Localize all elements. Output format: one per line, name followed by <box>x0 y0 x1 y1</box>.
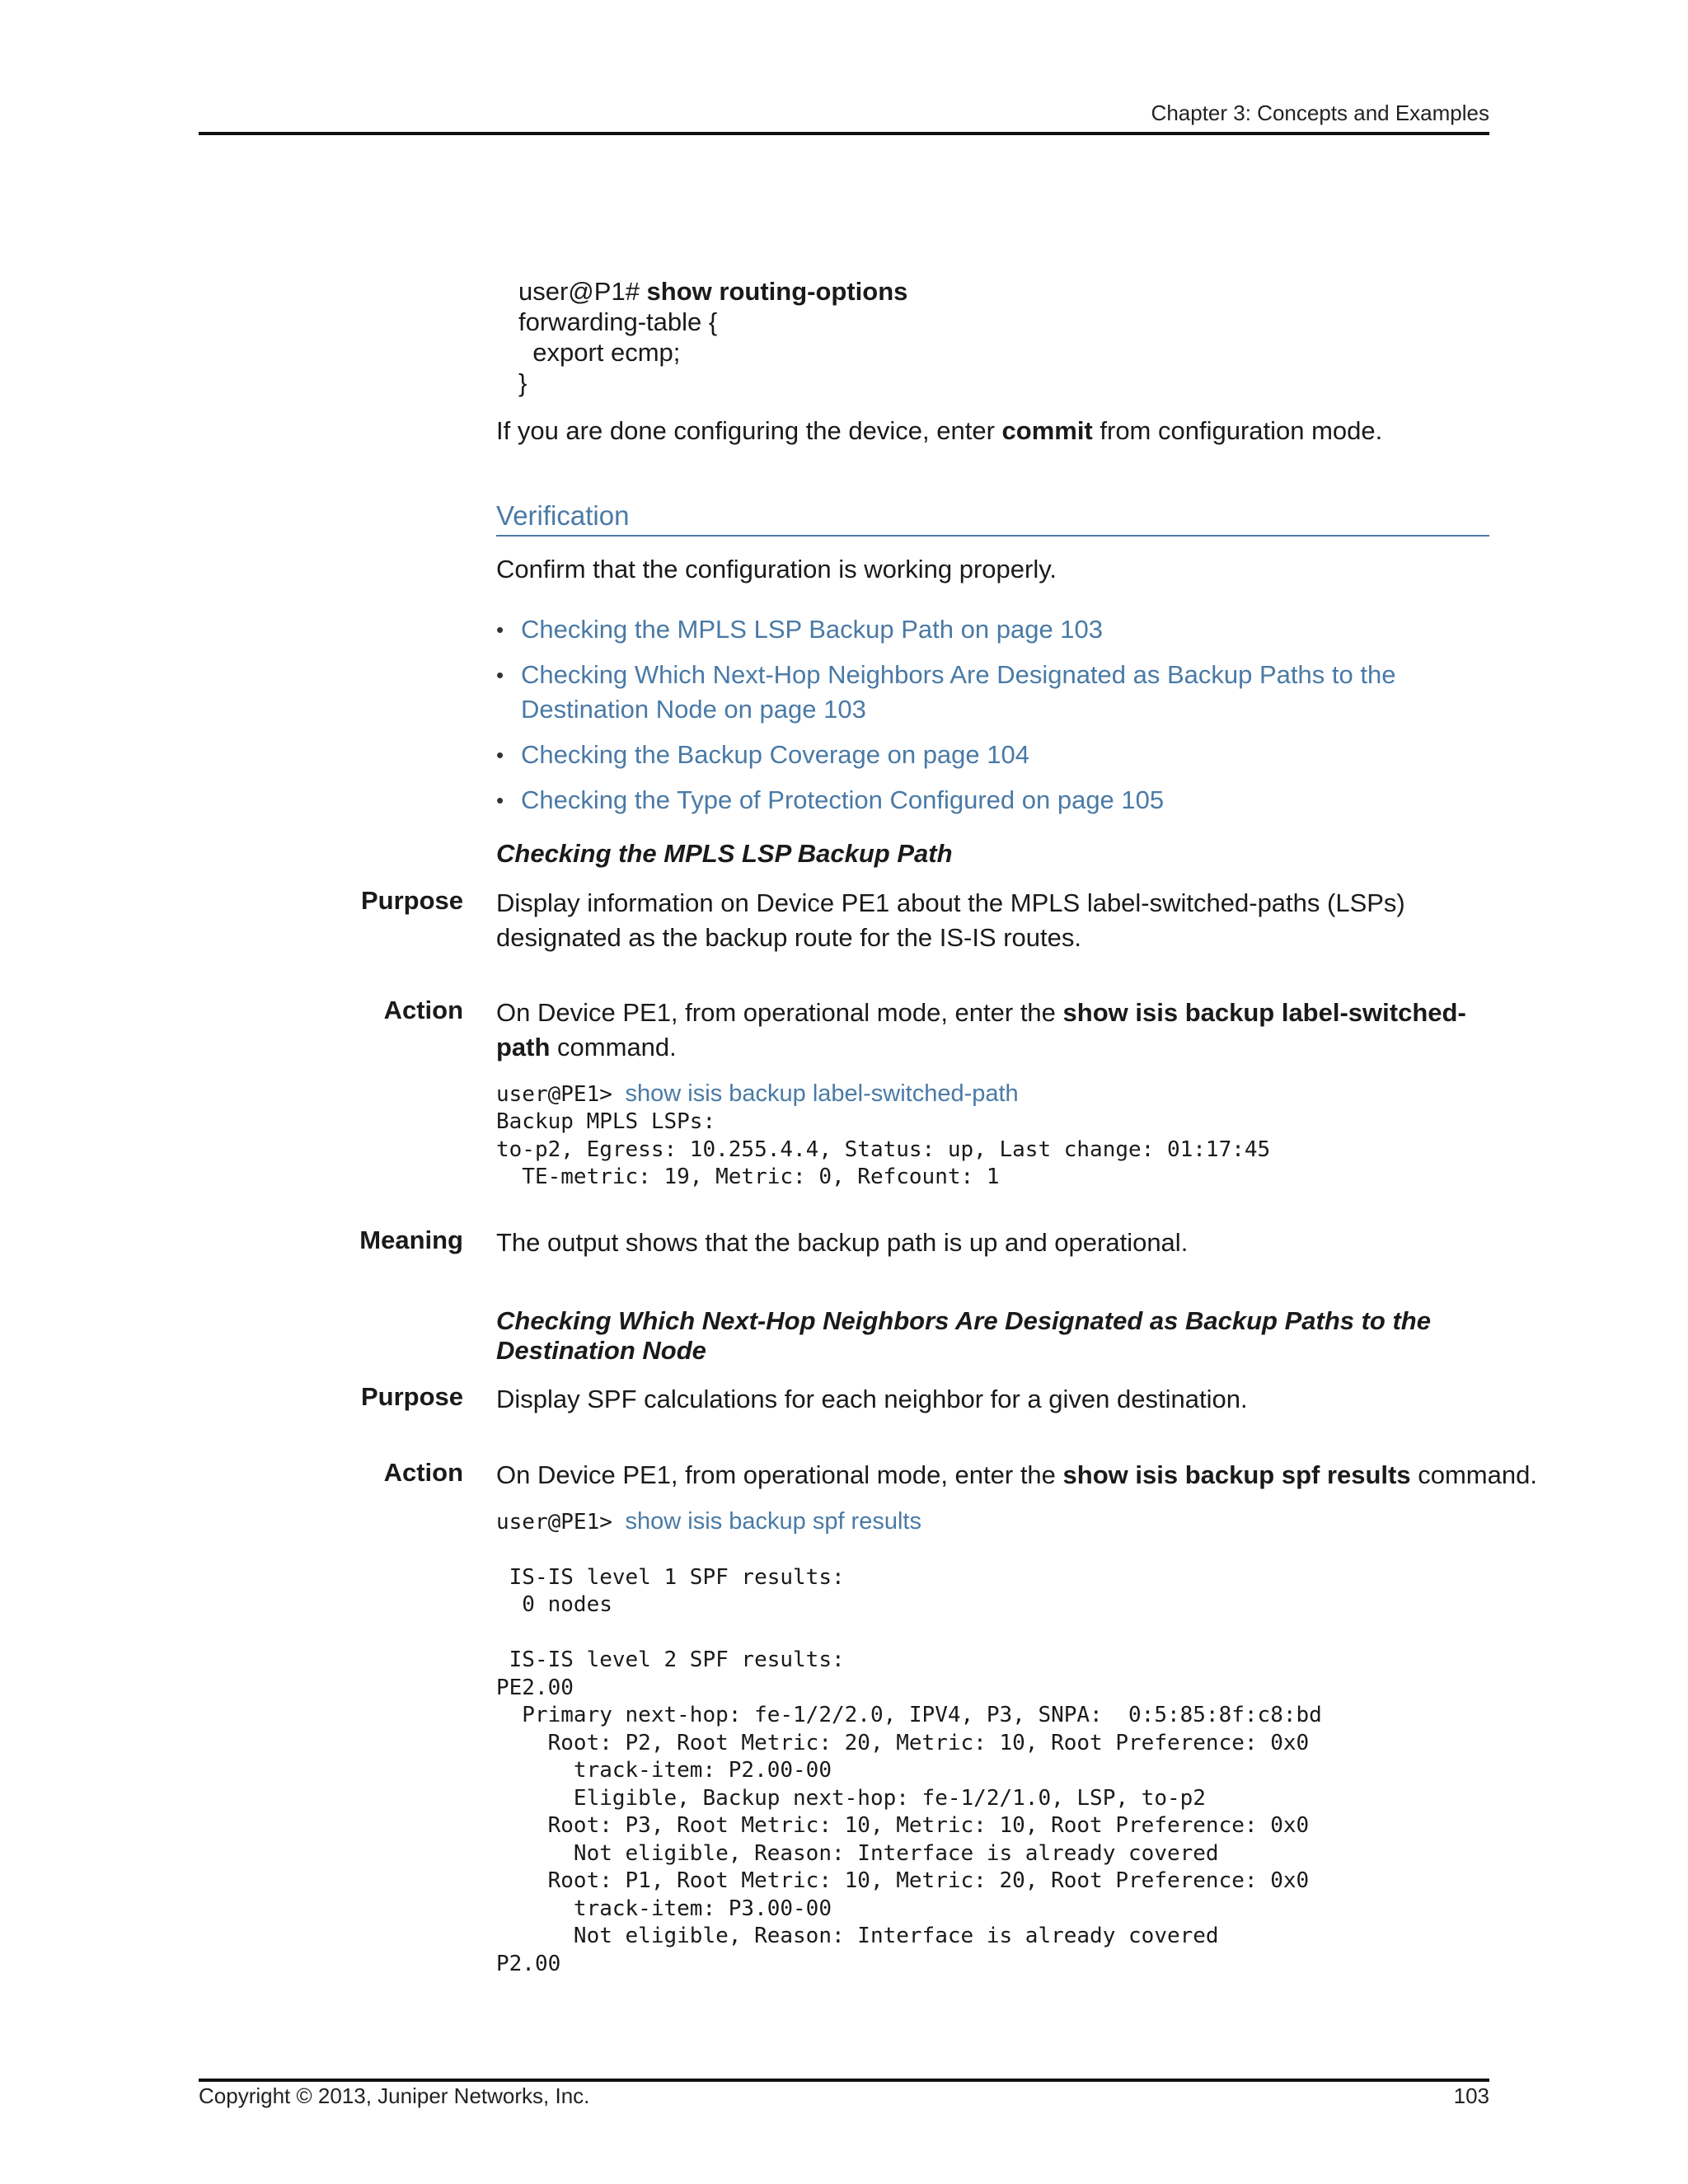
section2-purpose-label: Purpose <box>360 1382 463 1411</box>
verification-link-list <box>496 612 1489 828</box>
section2-command-line <box>496 1508 921 1537</box>
section1-cli-output: Backup MPLS LSPs: to-p2, Egress: 10.255.4.4, Status: up, Last change: 01:17:45 TE-metric: 19, Metric: 0, Refcount: 1 <box>496 1109 1271 1189</box>
footer-copyright: Copyright © 2013, Juniper Networks, Inc. <box>199 2083 590 2108</box>
link-backup-coverage[interactable]: Checking the Backup Coverage on page 104 <box>521 740 1029 769</box>
section1-action-text <box>496 996 1489 1065</box>
config-command: show routing-options <box>646 277 908 306</box>
config-prompt: user@P1# <box>518 277 647 306</box>
config-line: export ecmp; <box>518 338 681 367</box>
commit-keyword: commit <box>1001 416 1093 445</box>
config-line: forwarding-table { <box>518 307 718 336</box>
cli-command: show isis backup spf results <box>625 1508 921 1535</box>
section1-purpose-text: Display information on Device PE1 about the MPLS label-switched-paths (LSPs) designated as the backup route for the IS-IS routes. <box>496 888 1405 952</box>
section2-action-text <box>496 1458 1537 1493</box>
section1-meaning-text: The output shows that the backup path is up and operational. <box>496 1228 1189 1257</box>
page-number: 103 <box>1453 2083 1489 2108</box>
config-line: } <box>518 368 528 397</box>
section2-action-label: Action <box>383 1458 463 1487</box>
action-command: show isis backup label-switched-path <box>496 998 1466 1062</box>
footer-rule <box>199 2079 1489 2082</box>
list-item <box>496 738 1489 772</box>
action-command: show isis backup spf results <box>1062 1460 1411 1489</box>
cli-command: show isis backup label-switched-path <box>625 1080 1019 1107</box>
list-item <box>496 612 1489 647</box>
commit-text: If you are done configuring the device, enter <box>496 416 1002 445</box>
cli-prompt: user@PE1> <box>496 1082 626 1107</box>
verification-intro: Confirm that the configuration is working properly. <box>496 555 1057 583</box>
action-text: On Device PE1, from operational mode, enter the <box>496 1460 1063 1489</box>
commit-instruction <box>496 414 1382 448</box>
section1-meaning-label: Meaning <box>359 1226 463 1254</box>
list-item <box>496 658 1489 727</box>
section2-purpose-text: Display SPF calculations for each neighbor for a given destination. <box>496 1385 1248 1413</box>
running-header: Chapter 3: Concepts and Examples <box>1151 101 1489 125</box>
action-text: On Device PE1, from operational mode, enter the <box>496 998 1063 1027</box>
section2-title: Checking Which Next-Hop Neighbors Are Designated as Backup Paths to the Destination Node <box>496 1306 1431 1365</box>
verification-rule <box>496 535 1489 537</box>
section1-title: Checking the MPLS LSP Backup Path <box>496 839 953 868</box>
verification-heading: Verification <box>496 500 630 531</box>
cli-prompt: user@PE1> <box>496 1510 626 1535</box>
action-text-end: command. <box>1410 1460 1537 1489</box>
list-item <box>496 783 1489 818</box>
header-rule <box>199 132 1489 135</box>
section1-purpose-label: Purpose <box>360 886 463 915</box>
config-command-line <box>518 276 907 307</box>
link-type-of-protection[interactable]: Checking the Type of Protection Configured on page 105 <box>521 785 1165 814</box>
config-code-block <box>518 276 907 398</box>
action-text-end: command. <box>550 1033 677 1062</box>
section2-cli-output: IS-IS level 1 SPF results: 0 nodes IS-IS level 2 SPF results: PE2.00 Primary next-hop: fe-1/2/2.0, IPV4, P3, SNPA: 0:5:85:8f:c8:bd Root: P2, Root Metric: 20, Metric: 10, Root Preference: 0x0 track-item: P2.00-00 Eligible, Backup next-hop: fe-1/2/1.0, LSP, to-p2 Root: P3, Root Metric: 10, Metric: 10, Root Preference: 0x0 Not eligible, Reason: Interface is already covered Root: P1, Root Metric: 10, Metric: 20, Root Preference: 0x0 track-item: P3.00-00 Not eligible, Reason: Interface is already covered P2.00 <box>496 1564 1322 1976</box>
section1-command-line <box>496 1080 1019 1109</box>
link-next-hop-neighbors[interactable]: Checking Which Next-Hop Neighbors Are Designated as Backup Paths to the Destination Node on page 103 <box>521 660 1396 724</box>
link-mpls-lsp-backup-path[interactable]: Checking the MPLS LSP Backup Path on page 103 <box>521 615 1104 644</box>
section1-action-label: Action <box>383 996 463 1024</box>
commit-text-end: from configuration mode. <box>1092 416 1383 445</box>
